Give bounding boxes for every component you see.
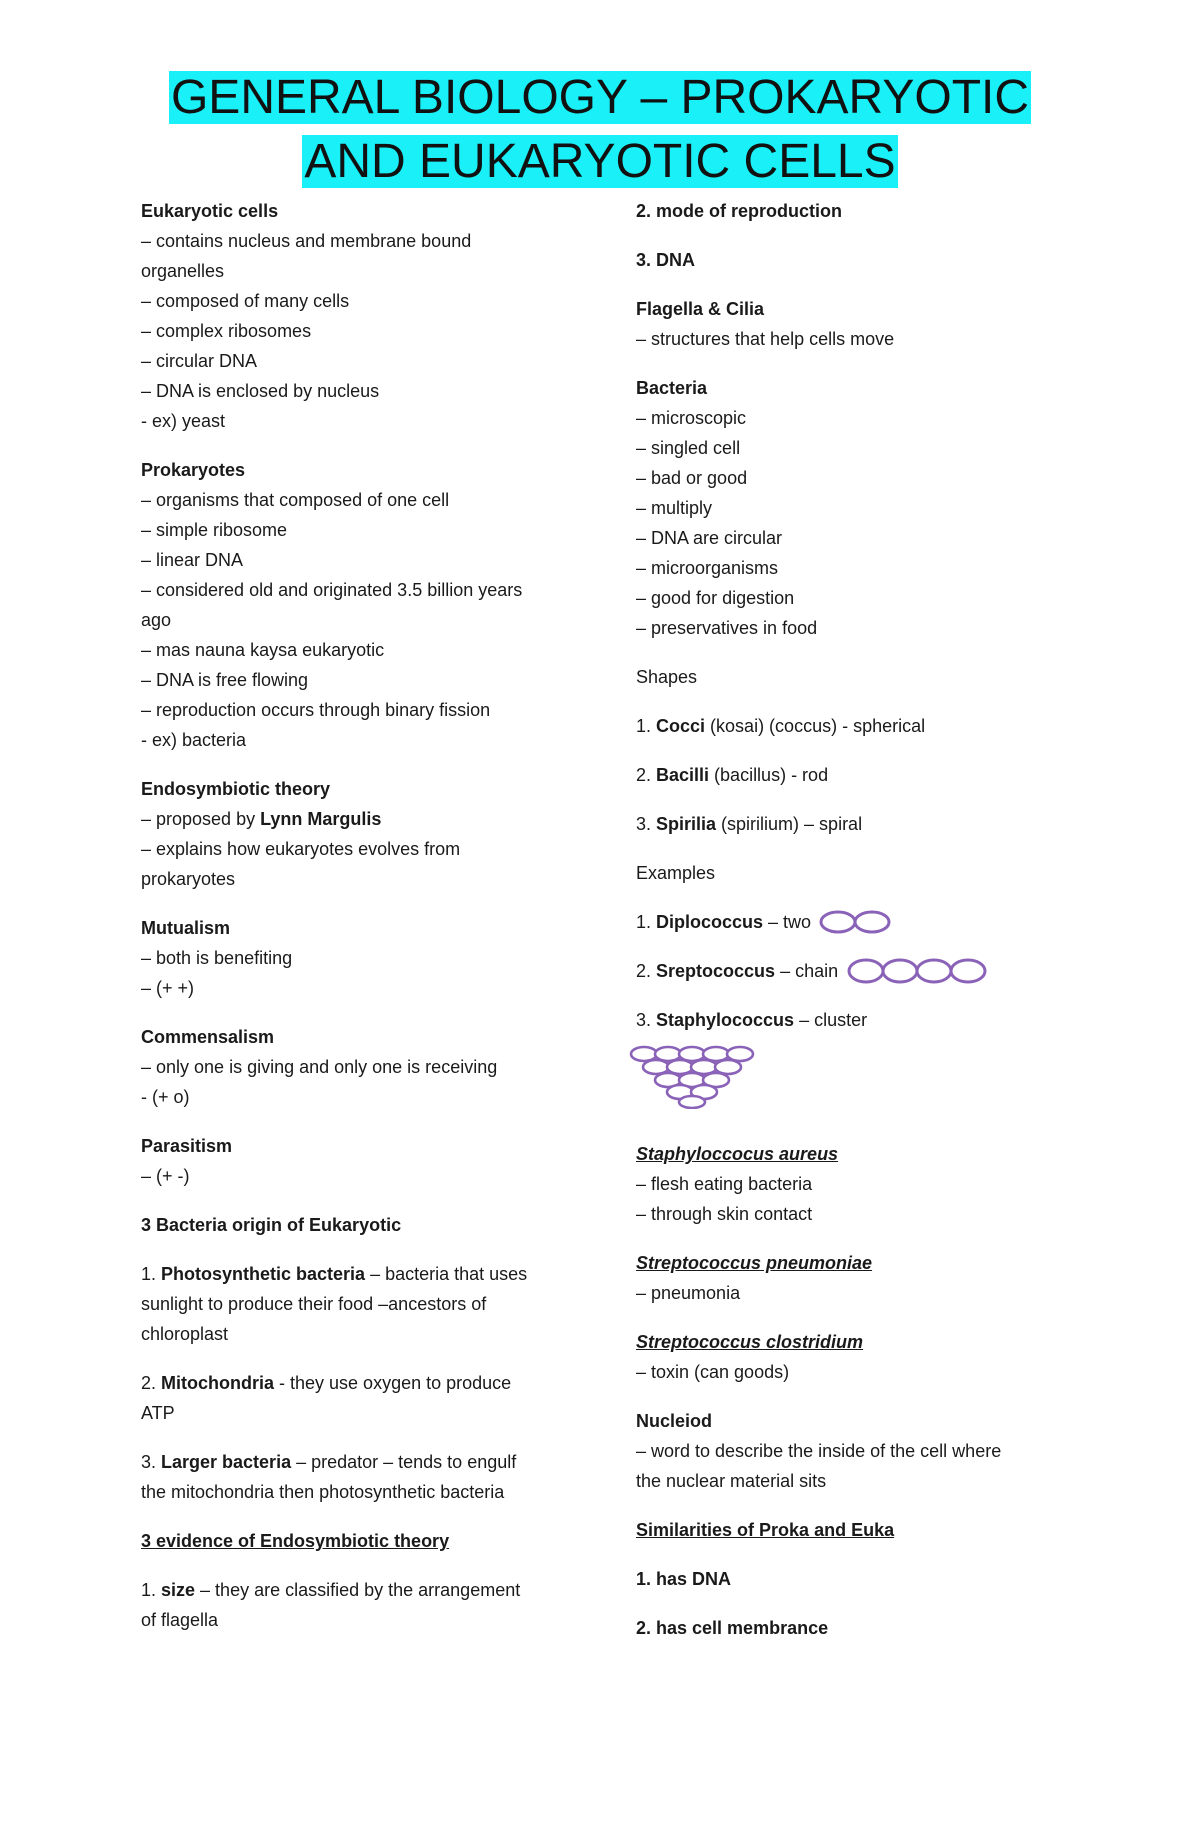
parasitism-heading: Parasitism — [141, 1136, 233, 1156]
evidence-size: size — [161, 1580, 196, 1600]
eukaryotic-heading: Eukaryotic cells — [141, 201, 279, 221]
similarities-heading: Similarities of Proka and Euka — [636, 1520, 895, 1540]
flagella-item: – structures that help cells move — [636, 329, 895, 349]
prokaryotes-item: – linear DNA — [141, 550, 244, 570]
bacteria-item: – singled cell — [636, 438, 741, 458]
evidence-item-1: 1. size – they are classified by the arrangement of flagella — [141, 1580, 521, 1630]
bacteria-item: – bad or good — [636, 468, 748, 488]
eukaryotic-item: – contains nucleus and membrane bound — [141, 231, 472, 251]
strep-clostridium-section: Streptococcus clostridium – toxin (can goods) — [636, 1327, 1066, 1387]
dna-block — [636, 245, 1066, 275]
strep-pneumoniae-heading: Streptococcus pneumoniae — [636, 1253, 873, 1273]
prokaryotes-item: - ex) bacteria — [141, 730, 247, 750]
staphylococcus-cluster-illustration — [628, 1045, 758, 1109]
photosynthetic-bacteria: Photosynthetic bacteria — [161, 1264, 366, 1284]
parasitism-section — [141, 1131, 581, 1191]
eukaryotic-item: - ex) yeast — [141, 411, 226, 431]
mutualism-item: – (+ +) — [141, 978, 195, 998]
left-column — [141, 196, 581, 1654]
title-line-1: GENERAL BIOLOGY – PROKARYOTIC — [170, 71, 1030, 124]
prokaryotes-item: – reproduction occurs through binary fission — [141, 700, 491, 720]
mutualism-section — [141, 913, 581, 1003]
streptococcus-illustration — [846, 957, 988, 985]
bacteria-section — [636, 373, 1066, 643]
bacteria-item: – DNA are circular — [636, 528, 783, 548]
mitochondria: Mitochondria — [161, 1373, 275, 1393]
similarity-item: 1. has DNA — [636, 1569, 732, 1589]
page-title — [0, 66, 1200, 194]
examples-heading-block — [636, 858, 1066, 888]
similarities-heading-block — [636, 1515, 1066, 1545]
mutualism-item: – both is benefiting — [141, 948, 293, 968]
example-diplococcus: 1. Diplococcus – two — [636, 907, 1066, 937]
endosymbiotic-section — [141, 774, 581, 894]
bacteria-item: – microscopic — [636, 408, 747, 428]
shapes-heading: Shapes — [636, 667, 698, 687]
endosymbiotic-item: – explains how eukaryotes evolves from — [141, 839, 461, 859]
mode-of-reproduction: 2. mode of reproduction — [636, 201, 843, 221]
prokaryotes-item: – organisms that composed of one cell — [141, 490, 450, 510]
evidence-heading-block — [141, 1526, 581, 1556]
strep-pneumoniae-section: Streptococcus pneumoniae – pneumonia — [636, 1248, 1066, 1308]
endosymbiotic-item: – proposed by Lynn Margulis — [141, 809, 382, 829]
nucleiod-section: Nucleiod – word to describe the inside of the cell where the nuclear material sits — [636, 1406, 1066, 1496]
bacteria-item: – preservatives in food — [636, 618, 818, 638]
dna-item: 3. DNA — [636, 250, 696, 270]
diplococcus-illustration — [819, 909, 893, 935]
prokaryotes-section — [141, 455, 581, 755]
origin-item-3: 3. Larger bacteria – predator – tends to engulf the mitochondria then photosynthetic bacteria — [141, 1452, 517, 1502]
endosymbiotic-item: prokaryotes — [141, 869, 236, 889]
origin-item-2: 2. Mitochondria - they use oxygen to produce ATP — [141, 1373, 512, 1423]
staph-aureus-section: Staphyloccocus aureus – flesh eating bacteria – through skin contact — [636, 1139, 1066, 1229]
eukaryotic-item: – composed of many cells — [141, 291, 350, 311]
commensalism-section — [141, 1022, 581, 1112]
eukaryotic-section — [141, 196, 581, 436]
endosymbiotic-heading: Endosymbiotic theory — [141, 779, 331, 799]
example-staphylococcus: 3. Staphylococcus – cluster — [636, 1010, 868, 1030]
eukaryotic-item: – DNA is enclosed by nucleus — [141, 381, 380, 401]
shape-item: 3. Spirilia (spirilium) – spiral — [636, 814, 863, 834]
prokaryotes-item: – mas nauna kaysa eukaryotic — [141, 640, 385, 660]
eukaryotic-item: – circular DNA — [141, 351, 258, 371]
prokaryotes-item: ago — [141, 610, 172, 630]
prokaryotes-item: – simple ribosome — [141, 520, 288, 540]
nucleiod-heading: Nucleiod — [636, 1411, 713, 1431]
prokaryotes-heading: Prokaryotes — [141, 460, 246, 480]
commensalism-heading: Commensalism — [141, 1027, 275, 1047]
bacteria-item: – good for digestion — [636, 588, 795, 608]
mode-block — [636, 196, 1066, 226]
staph-aureus-heading: Staphyloccocus aureus — [636, 1144, 839, 1164]
origin-heading: 3 Bacteria origin of Eukaryotic — [141, 1215, 402, 1235]
bacteria-item: – multiply — [636, 498, 713, 518]
origin-heading-block — [141, 1210, 581, 1240]
lynn-margulis: Lynn Margulis — [260, 809, 382, 829]
example-streptococcus: 2. Sreptococcus – chain — [636, 956, 1066, 986]
examples-heading: Examples — [636, 863, 716, 883]
commensalism-item: - (+ o) — [141, 1087, 190, 1107]
prokaryotes-item: – considered old and originated 3.5 billion years — [141, 580, 523, 600]
larger-bacteria: Larger bacteria — [161, 1452, 292, 1472]
eukaryotic-item: organelles — [141, 261, 225, 281]
parasitism-item: – (+ -) — [141, 1166, 190, 1186]
shapes-heading-block — [636, 662, 1066, 692]
flagella-section — [636, 294, 1066, 354]
commensalism-item: – only one is giving and only one is receiving — [141, 1057, 498, 1077]
mutualism-heading: Mutualism — [141, 918, 231, 938]
bacteria-item: – microorganisms — [636, 558, 779, 578]
origin-item-1: 1. Photosynthetic bacteria – bacteria that uses sunlight to produce their food –ancestors of chloroplast — [141, 1264, 528, 1344]
right-column — [636, 196, 1066, 1662]
eukaryotic-item: – complex ribosomes — [141, 321, 312, 341]
evidence-heading: 3 evidence of Endosymbiotic theory — [141, 1531, 450, 1551]
prokaryotes-item: – DNA is free flowing — [141, 670, 309, 690]
flagella-heading: Flagella & Cilia — [636, 299, 765, 319]
shape-item: 2. Bacilli (bacillus) - rod — [636, 765, 829, 785]
shape-item: 1. Cocci (kosai) (coccus) - spherical — [636, 716, 926, 736]
bacteria-heading: Bacteria — [636, 378, 708, 398]
similarity-item: 2. has cell membrance — [636, 1618, 829, 1638]
title-line-2: AND EUKARYOTIC CELLS — [304, 135, 896, 188]
strep-clostridium-heading: Streptococcus clostridium — [636, 1332, 864, 1352]
